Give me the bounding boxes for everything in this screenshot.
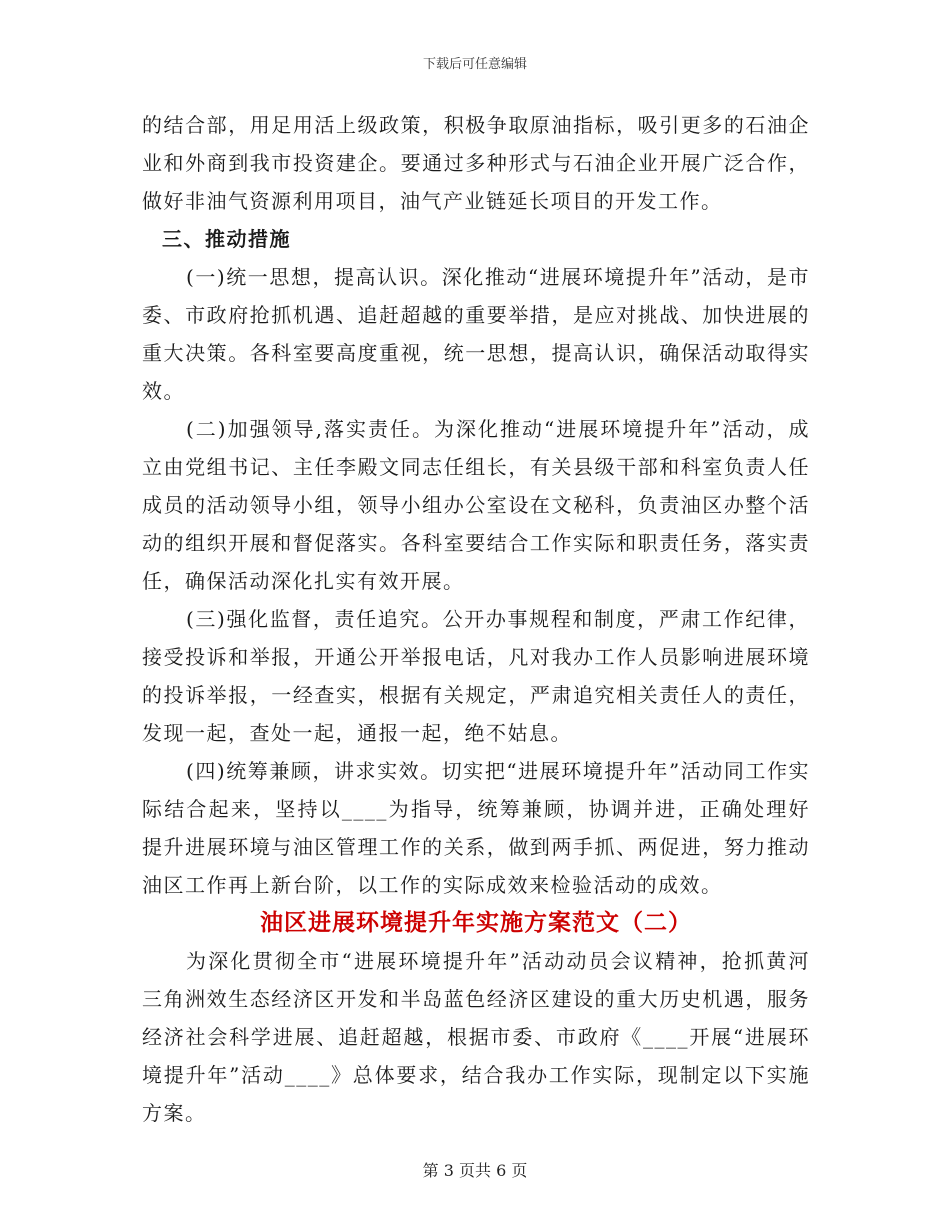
paragraph-intro: 为深化贯彻全市“进展环境提升年”活动动员会议精神，抢抓黄河三角洲效生态经济区开发和半岛蓝色经济区建设的重大历史机遇，服务经济社会科学进展、追赶超越，根据市委、市政府《____开展“进展环境提升年”活动____》总体要求，结合我办工作实际，现制定以下实施方案。 bbox=[142, 949, 810, 1125]
paragraph-continued: 的结合部，用足用活上级政策，积极争取原油指标，吸引更多的石油企业和外商到我市投资建企。要通过多种形式与石油企业开展广泛合作，做好非油气资源利用项目，油气产业链延长项目的开发工作。 bbox=[142, 113, 810, 213]
section-heading: 三、推动措施 bbox=[162, 227, 291, 251]
paragraph-measure-4: (四)统筹兼顾，讲求实效。切实把“进展环境提升年”活动同工作实际结合起来，坚持以____为指导，统筹兼顾，协调并进，正确处理好提升进展环境与油区管理工作的关系，做到两手抓、两促进，努力推动油区工作再上新台阶，以工作的实际成效来检验活动的成效。 bbox=[142, 759, 810, 897]
paragraph-measure-3: (三)强化监督，责任追究。公开办事规程和制度，严肃工作纪律，接受投诉和举报，开通公开举报电话，凡对我办工作人员影响进展环境的投诉举报，一经查实，根据有关规定，严肃追究相关责任人的责任，发现一起，查处一起，通报一起，绝不姑息。 bbox=[142, 607, 810, 745]
page-header: 下载后可任意编辑 bbox=[422, 57, 527, 72]
document-body bbox=[142, 106, 810, 1132]
document-title: 油区进展环境提升年实施方案范文（二） bbox=[260, 909, 692, 936]
page-number: 第 3 页共 6 页 bbox=[422, 1161, 528, 1180]
paragraph-measure-1: (一)统一思想，提高认识。深化推动“进展环境提升年”活动，是市委、市政府抢抓机遇、追赶超越的重要举措，是应对挑战、加快进展的重大决策。各科室要高度重视，统一思想，提高认识，确保活动取得实效。 bbox=[142, 265, 810, 403]
paragraph-measure-2: (二)加强领导,落实责任。为深化推动“进展环境提升年”活动，成立由党组书记、主任李殿文同志任组长，有关县级干部和科室负责人任成员的活动领导小组，领导小组办公室设在文秘科，负责油区办整个活动的组织开展和督促落实。各科室要结合工作实际和职责任务，落实责任，确保活动深化扎实有效开展。 bbox=[142, 417, 810, 593]
